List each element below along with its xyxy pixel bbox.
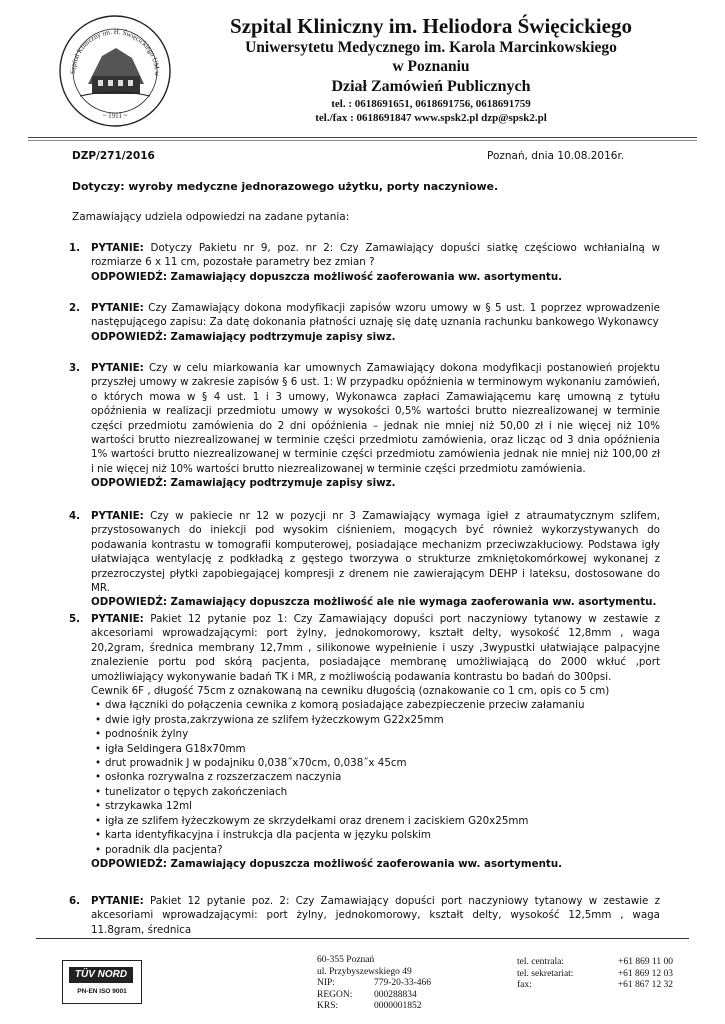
- list-item: • drut prowadnik J w podajniku 0,038˝x70cm, 0,038˝x 45cm: [105, 756, 660, 770]
- hospital-title: Szpital Kliniczny im. Heliodora Święcickiego: [230, 14, 632, 38]
- question-label: PYTANIE:: [91, 895, 144, 907]
- list-item: • poradnik dla pacjenta?: [105, 843, 660, 857]
- question-label: PYTANIE:: [91, 613, 144, 625]
- phone-value: +61 869 11 00: [618, 957, 673, 967]
- krs-value: 0000001852: [374, 1001, 422, 1011]
- seal-text: Szpital Kliniczny im. H. Święcickiego UM w: [68, 27, 162, 77]
- nip-label: NIP:: [317, 978, 335, 988]
- university-line: Uniwersytetu Medycznego im. Karola Marcinkowskiego: [245, 39, 617, 56]
- letterhead: [176, 14, 686, 125]
- header-divider-secondary: [28, 140, 697, 141]
- list-item: • osłonka rozrywalna z rozszerzaczem naczynia: [105, 770, 660, 784]
- item-number: 1.: [69, 242, 81, 254]
- question-text: Pakiet 12 pytanie poz. 2: Czy Zamawiający dopuści port naczyniowy tytanowy w zestawie z akcesoriami wprowadzającymi: port żylny, jednokomorowy, kształt delty, wysokość 12,5mm , waga 11.8gram, średnica: [91, 895, 660, 936]
- phone-value: +61 869 12 03: [617, 968, 673, 979]
- tuv-nord-logo-icon: TÜV NORD: [69, 967, 133, 983]
- footer-phones: [517, 957, 673, 992]
- list-item: • karta identyfikacyjna i instrukcja dla pacjenta w języku polskim: [105, 828, 660, 842]
- answer-text: ODPOWIEDŹ: Zamawiający dopuszcza możliwość zaoferowania ww. asortymentu.: [91, 270, 563, 283]
- header-divider: [28, 137, 697, 138]
- list-item: • podnośnik żylny: [105, 727, 660, 741]
- reference-number: DZP/271/2016: [72, 150, 155, 162]
- question-text: Pakiet 12 pytanie poz 1: Czy Zamawiający dopuści port naczyniowy tytanowy w zestawie z akcesoriami wprowadzającymi: port żylny, jednokomorowy, kształt delty, wysokość 12,8mm , waga 20,2gram, średnica membrany 12,7mm , silikonowe wypełnienie i uszy ,3wypustki ułatwiające palpacyjne znalezienie portu pod skórą pacjenta, posiadające membranę umożliwiającą do 2000 wkłuć ,port umożliwiający wykonywanie badań TK i MR, z możliwością podawania kontrastu bo badań do 300psi.: [91, 613, 660, 683]
- question-text: Czy w pakiecie nr 12 w pozycji nr 3 Zamawiający wymaga igieł z atraumatycznym szlifem, przystosowanych do iniekcji pod wysokim ciśnieniem, mogących być również wykorzystywanych do podawania kontrastu w tomografii komputerowej, posiadające mechanizm przeciwzakłuciowy. Podstawa igły ułatwiająca wentylację z podkładką z gęstego tworzywa o strukturze zmkniętokomórkowej wykonanej z przezroczystej płytki zapobiegającej kompresji z drenem nie zawierającym DEHP i lateksu, dostosowane do MR.: [91, 510, 661, 595]
- item-number: 3.: [69, 362, 81, 374]
- seal-year: ~ 1911 ~: [102, 112, 128, 120]
- item-number: 5.: [69, 613, 81, 625]
- item-number: 2.: [69, 302, 81, 314]
- phone-label: tel. centrala:: [517, 957, 564, 967]
- answer-text: ODPOWIEDŹ: Zamawiający podtrzymuje zapisy siwz.: [91, 330, 396, 343]
- list-item: • igła ze szlifem łyżeczkowym ze skrzydełkami oraz drenem i zaciskiem G20x25mm: [105, 814, 660, 828]
- hospital-seal-icon: [58, 14, 172, 128]
- regon-value: 000288834: [374, 989, 417, 1000]
- nip-value: 779-20-33-466: [374, 978, 431, 988]
- fax-web-email-line: tel./fax : 0618691847 www.spsk2.pl dzp@spsk2.pl: [315, 112, 547, 124]
- question-item: [70, 509, 660, 610]
- intro-text: Zamawiający udziela odpowiedzi na zadane pytania:: [72, 211, 350, 223]
- question-item: [70, 894, 660, 937]
- question-item: [70, 612, 660, 871]
- fax-label: fax:: [517, 980, 532, 990]
- question-label: PYTANIE:: [91, 302, 144, 314]
- item-number: 6.: [69, 895, 81, 907]
- department-name: Dział Zamówień Publicznych: [331, 78, 531, 95]
- regon-label: REGON:: [317, 989, 353, 1000]
- list-item: • tunelizator o tępych zakończeniach: [105, 785, 660, 799]
- catheter-spec: Cewnik 6F , długość 75cm z oznakowaną na cewniku długością (oznakowanie co 1 cm, opis co 5 cm): [91, 685, 610, 698]
- answer-text: ODPOWIEDŹ: Zamawiający podtrzymuje zapisy siwz.: [91, 477, 396, 490]
- list-item: • dwa łączniki do połączenia cewnika z komorą posiadające zabezpieczenie przeciw załamaniu: [105, 698, 660, 712]
- fax-value: +61 867 12 32: [617, 980, 673, 990]
- tuv-certificate-badge: [62, 960, 142, 1004]
- address-city: 60-355 Poznań: [317, 955, 375, 965]
- document-date: Poznań, dnia 10.08.2016r.: [487, 150, 625, 162]
- item-number: 4.: [69, 510, 81, 522]
- answer-text: ODPOWIEDŹ: Zamawiający dopuszcza możliwość zaoferowania ww. asortymentu.: [91, 857, 563, 870]
- answer-text: ODPOWIEDŹ: Zamawiający dopuszcza możliwość ale nie wymaga zaoferowania ww. asortymentu.: [91, 596, 657, 609]
- list-item: • dwie igły prosta,zakrzywiona ze szlifem łyżeczkowym G22x25mm: [105, 713, 660, 727]
- question-label: PYTANIE:: [91, 510, 144, 522]
- question-item: [70, 241, 660, 284]
- accessory-list: [91, 698, 660, 856]
- footer-divider: [36, 938, 689, 939]
- list-item: • strzykawka 12ml: [105, 799, 660, 813]
- question-text: Dotyczy Pakietu nr 9, poz. nr 2: Czy Zamawiający dopuści siatkę częściowo wchłanialną w rozmiarze 6 x 11 cm, pozostałe parametry bez zmian ?: [91, 242, 660, 269]
- address-street: ul. Przybyszewskiego 49: [317, 966, 412, 977]
- subject-line: Dotyczy: wyroby medyczne jednorazowego użytku, porty naczyniowe.: [72, 180, 499, 193]
- list-item: • igła Seldingera G18x70mm: [105, 742, 660, 756]
- question-label: PYTANIE:: [91, 362, 144, 374]
- question-item: [70, 301, 660, 344]
- question-text: Czy w celu miarkowania kar umownych Zamawiający dokona modyfikacji postanowień projektu przyszłej umowy w zakresie zapisów § 6 ust. 1: W przypadku opóźnienia w terminowym wykonaniu zamówień, o których mowa w § 4 ust. 1 i 3 umowy, Wykonawca zapłaci Zamawiającemu karę umowną z tytułu opóźnienia w realizacji przedmiotu umowy w wysokości 0,5% wartości brutto niezrealizowanej w terminie części przedmiotu zamówienia do 2 dni opóźnienia – jednak nie mniej niż 50,00 zł i nie więcej niż 10% wartości brutto niezrealizowanej w terminie części przedmiotu zamówienia, oraz licząc od 3 dnia opóźnienia 1% wartości brutto niezrealizowanej w terminie części przedmiotu zamówienia jednak nie mniej niż 100,00 zł i nie więcej niż 10% wartości brutto niezrealizowanej w terminie części przedmiotu zamówienia.: [91, 362, 661, 475]
- iso-standard: PN-EN ISO 9001: [77, 988, 127, 995]
- question-item: [70, 361, 660, 491]
- krs-label: KRS:: [317, 1001, 339, 1011]
- phone-label: tel. sekretariat:: [517, 968, 574, 979]
- question-label: PYTANIE:: [91, 242, 144, 254]
- phone-line: tel. : 0618691651, 0618691756, 0618691759: [331, 98, 531, 110]
- footer-address: [317, 955, 431, 1013]
- question-text: Czy Zamawiający dokona modyfikacji zapisów wzoru umowy w § 5 ust. 1 poprzez wprowadzenie następującego zapisu: Za datę dokonania płatności uznaję się datę uznania rachunku bankowego Wykonawcy: [91, 302, 660, 329]
- city-line: w Poznaniu: [392, 58, 470, 75]
